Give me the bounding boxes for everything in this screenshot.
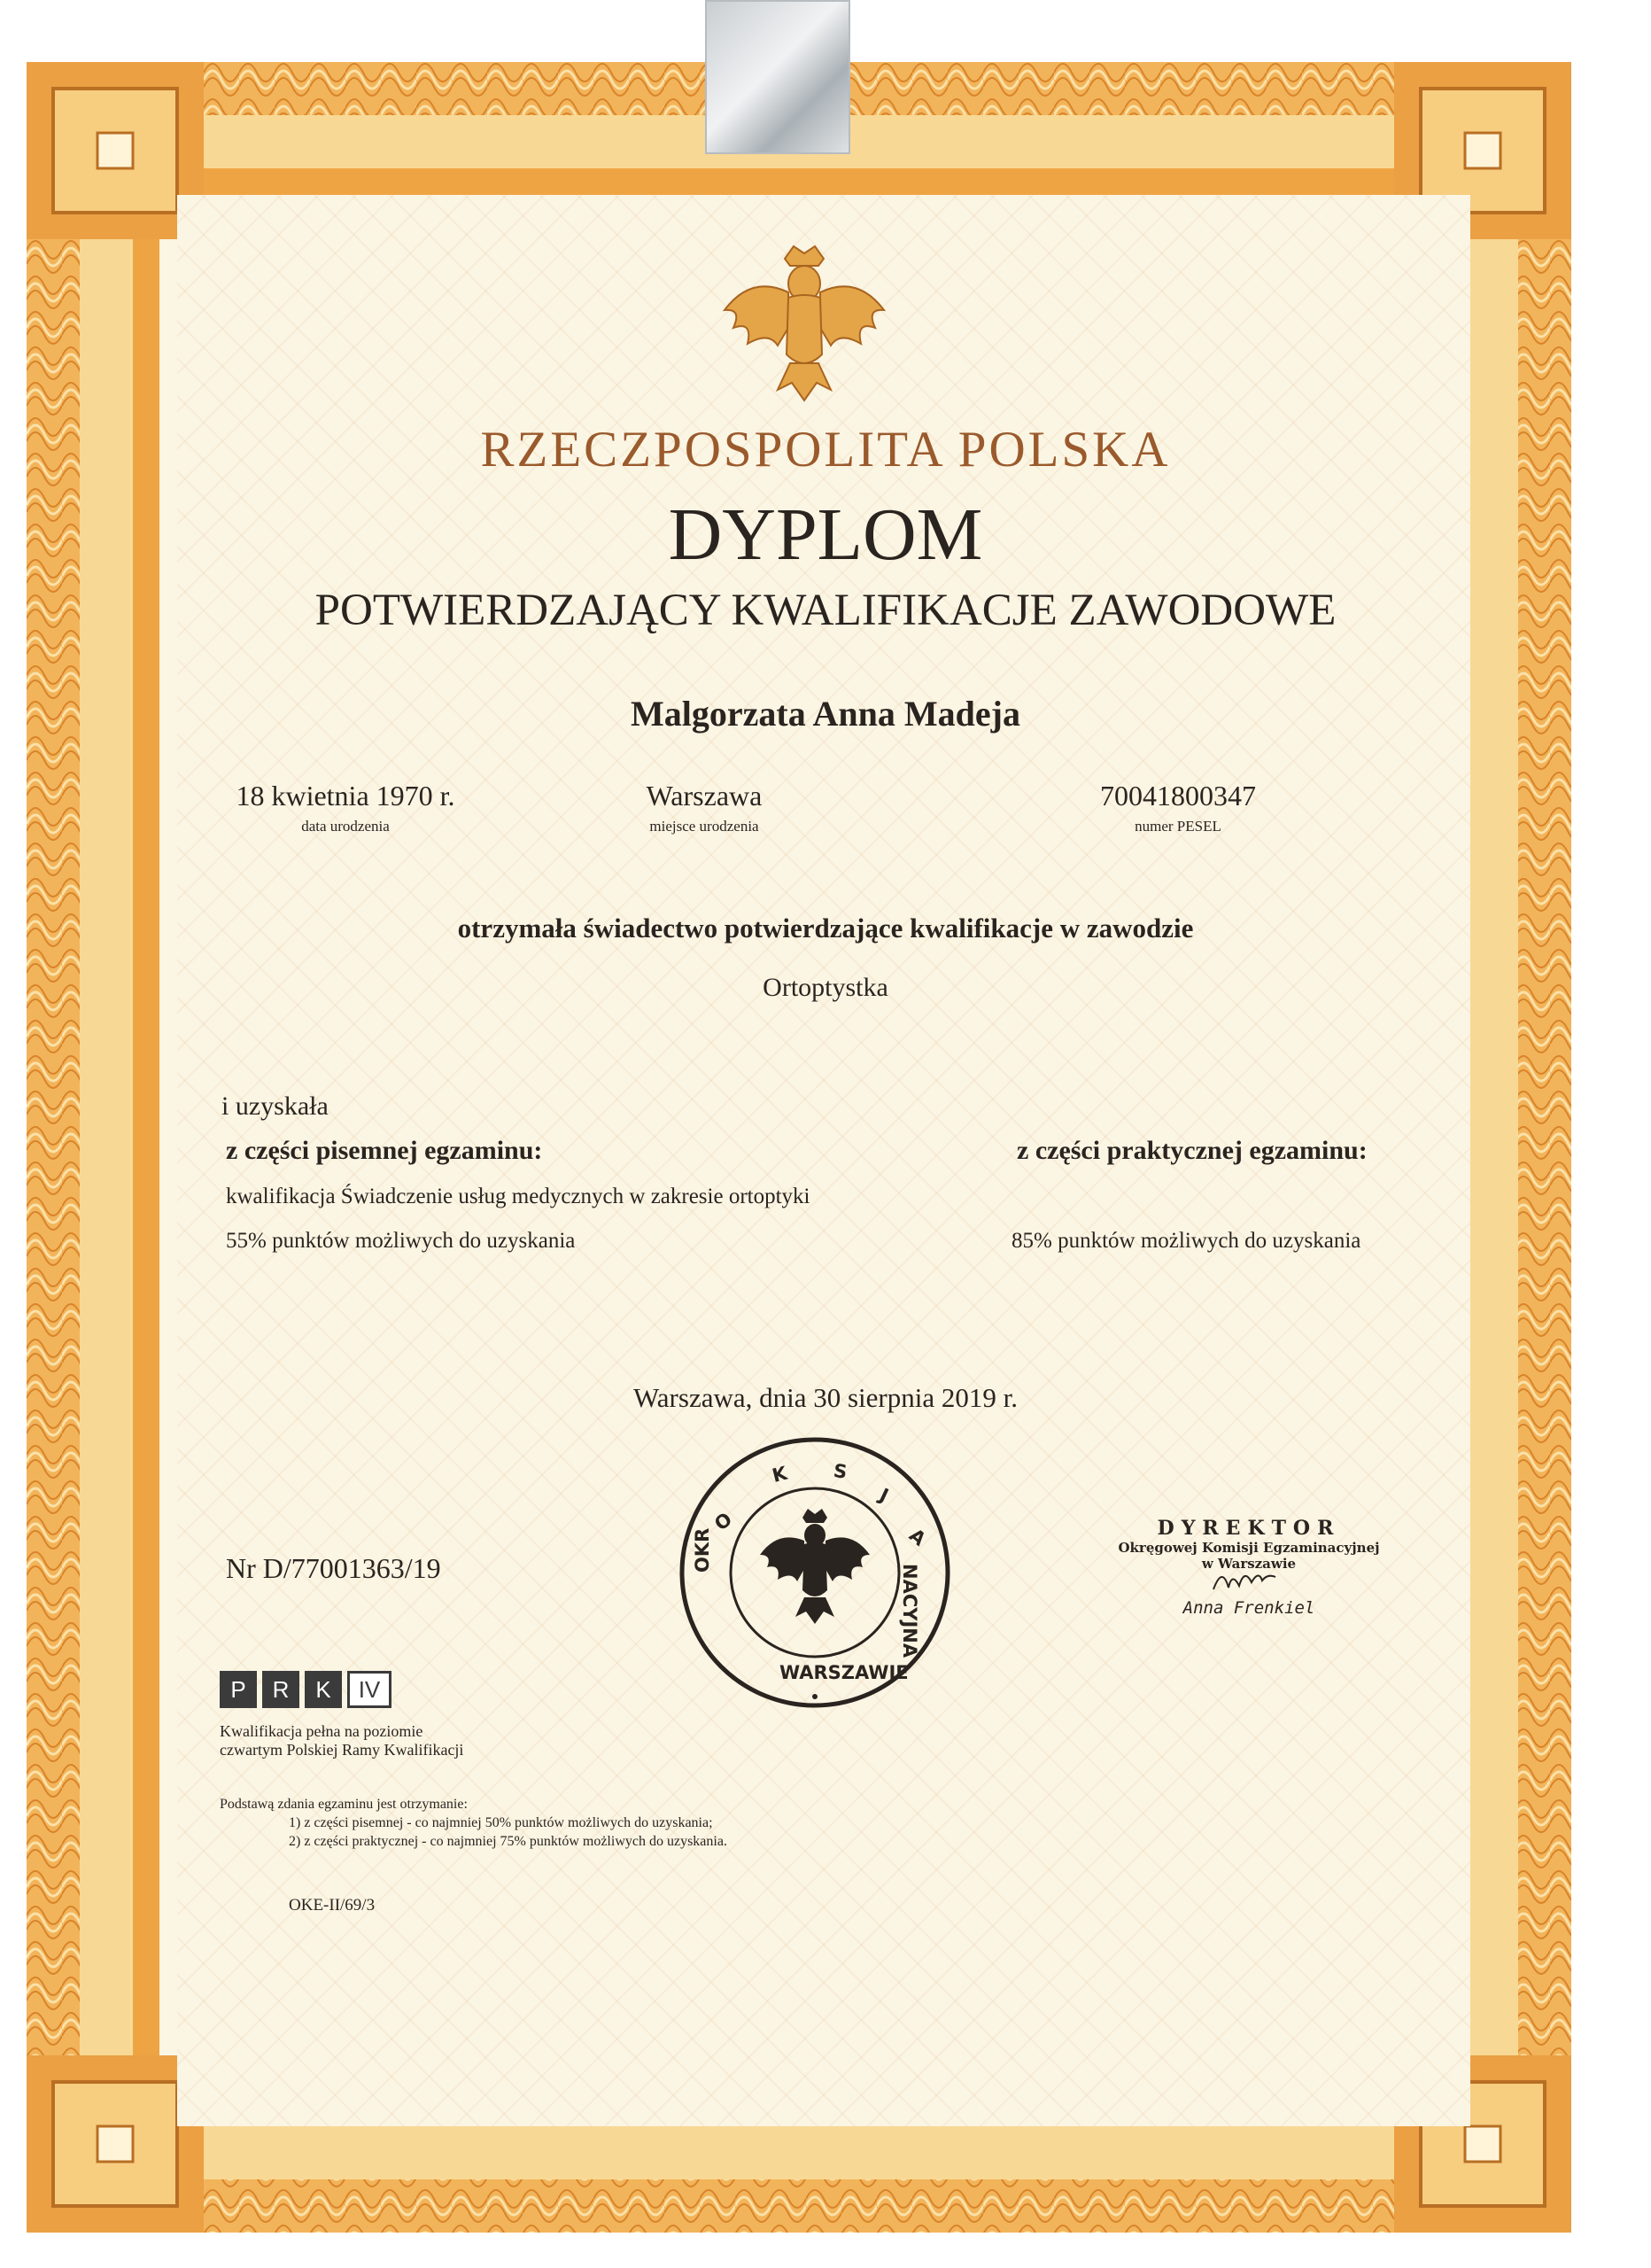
holder-name: Malgorzata Anna Madeja <box>631 694 1020 734</box>
profession: Ortoptystka <box>763 973 888 1002</box>
prk-logo <box>220 1671 391 1708</box>
exam-basis-note <box>220 1795 727 1851</box>
svg-text:NACYJNA: NACYJNA <box>899 1564 920 1658</box>
basis-intro: Podstawą zdania egzaminu jest otrzymanie: <box>220 1797 468 1812</box>
prk-description <box>220 1722 463 1759</box>
prk-desc-line2: czwartym Polskiej Ramy Kwalifikacji <box>220 1741 464 1759</box>
svg-text:OKR: OKR <box>692 1527 713 1573</box>
written-exam-qualification: kwalifikacja Świadczenie usług medycznych w zakresie ortoptyki <box>226 1184 810 1208</box>
svg-text:O: O <box>710 1508 737 1535</box>
svg-text:WARSZAWIE: WARSZAWIE <box>779 1662 909 1683</box>
svg-text:K: K <box>770 1462 789 1487</box>
written-exam-score: 55% punktów możliwych do uzyskania <box>226 1229 576 1253</box>
director-org-line1: Okręgowej Komisji Egzaminacyjnej <box>1118 1540 1380 1556</box>
pesel-field <box>1045 780 1311 835</box>
obtained-label: i uzyskała <box>221 1091 329 1121</box>
director-org-line2: w Warszawie <box>1201 1556 1297 1572</box>
written-exam-heading: z części pisemnej egzaminu: <box>226 1136 543 1165</box>
hologram-sticker <box>705 0 850 154</box>
practical-exam-heading: z części praktycznej egzaminu: <box>1017 1136 1368 1165</box>
practical-exam-score: 85% punktów możliwych do uzyskania <box>1012 1229 1361 1253</box>
basis-item-2: 2) z części praktycznej - co najmniej 75% punktów możliwych do uzyskania. <box>289 1834 727 1849</box>
document-title: DYPLOM <box>668 493 983 576</box>
prk-desc-line1: Kwalifikacja pełna na poziomie <box>220 1722 423 1740</box>
official-seal <box>673 1431 957 1714</box>
issue-place-date: Warszawa, dnia 30 sierpnia 2019 r. <box>633 1382 1018 1413</box>
prk-letter-p: P <box>220 1671 257 1708</box>
director-name: Anna Frenkiel <box>1182 1598 1315 1618</box>
pesel-value: 70041800347 <box>1100 780 1256 812</box>
pesel-label: numer PESEL <box>1135 818 1221 835</box>
birth-date-value: 18 kwietnia 1970 r. <box>236 780 455 812</box>
svg-text:S: S <box>832 1459 849 1483</box>
republic-heading: RZECZPOSPOLITA POLSKA <box>480 422 1171 478</box>
basis-item-1: 1) z części pisemnej - co najmniej 50% punktów możliwych do uzyskania; <box>289 1815 713 1830</box>
birth-date-field <box>213 780 478 835</box>
director-title: DYREKTOR <box>1157 1517 1341 1540</box>
document-subtitle: POTWIERDZAJĄCY KWALIFIKACJE ZAWODOWE <box>314 586 1337 635</box>
prk-letter-k: K <box>305 1671 342 1708</box>
prk-level: IV <box>347 1671 391 1708</box>
handwritten-signature <box>1209 1561 1280 1596</box>
form-code: OKE-II/69/3 <box>289 1896 376 1915</box>
birth-place-field <box>571 780 837 835</box>
award-statement: otrzymała świadectwo potwierdzające kwalifikacje w zawodzie <box>457 913 1194 944</box>
svg-text:A: A <box>904 1524 930 1550</box>
svg-text:J: J <box>876 1484 892 1507</box>
prk-letter-r: R <box>262 1671 299 1708</box>
polish-eagle-emblem <box>716 239 893 408</box>
diploma-number: Nr D/77001363/19 <box>226 1552 441 1584</box>
birth-date-label: data urodzenia <box>301 818 390 835</box>
birth-place-value: Warszawa <box>646 780 763 812</box>
birth-place-label: miejsce urodzenia <box>649 818 759 835</box>
